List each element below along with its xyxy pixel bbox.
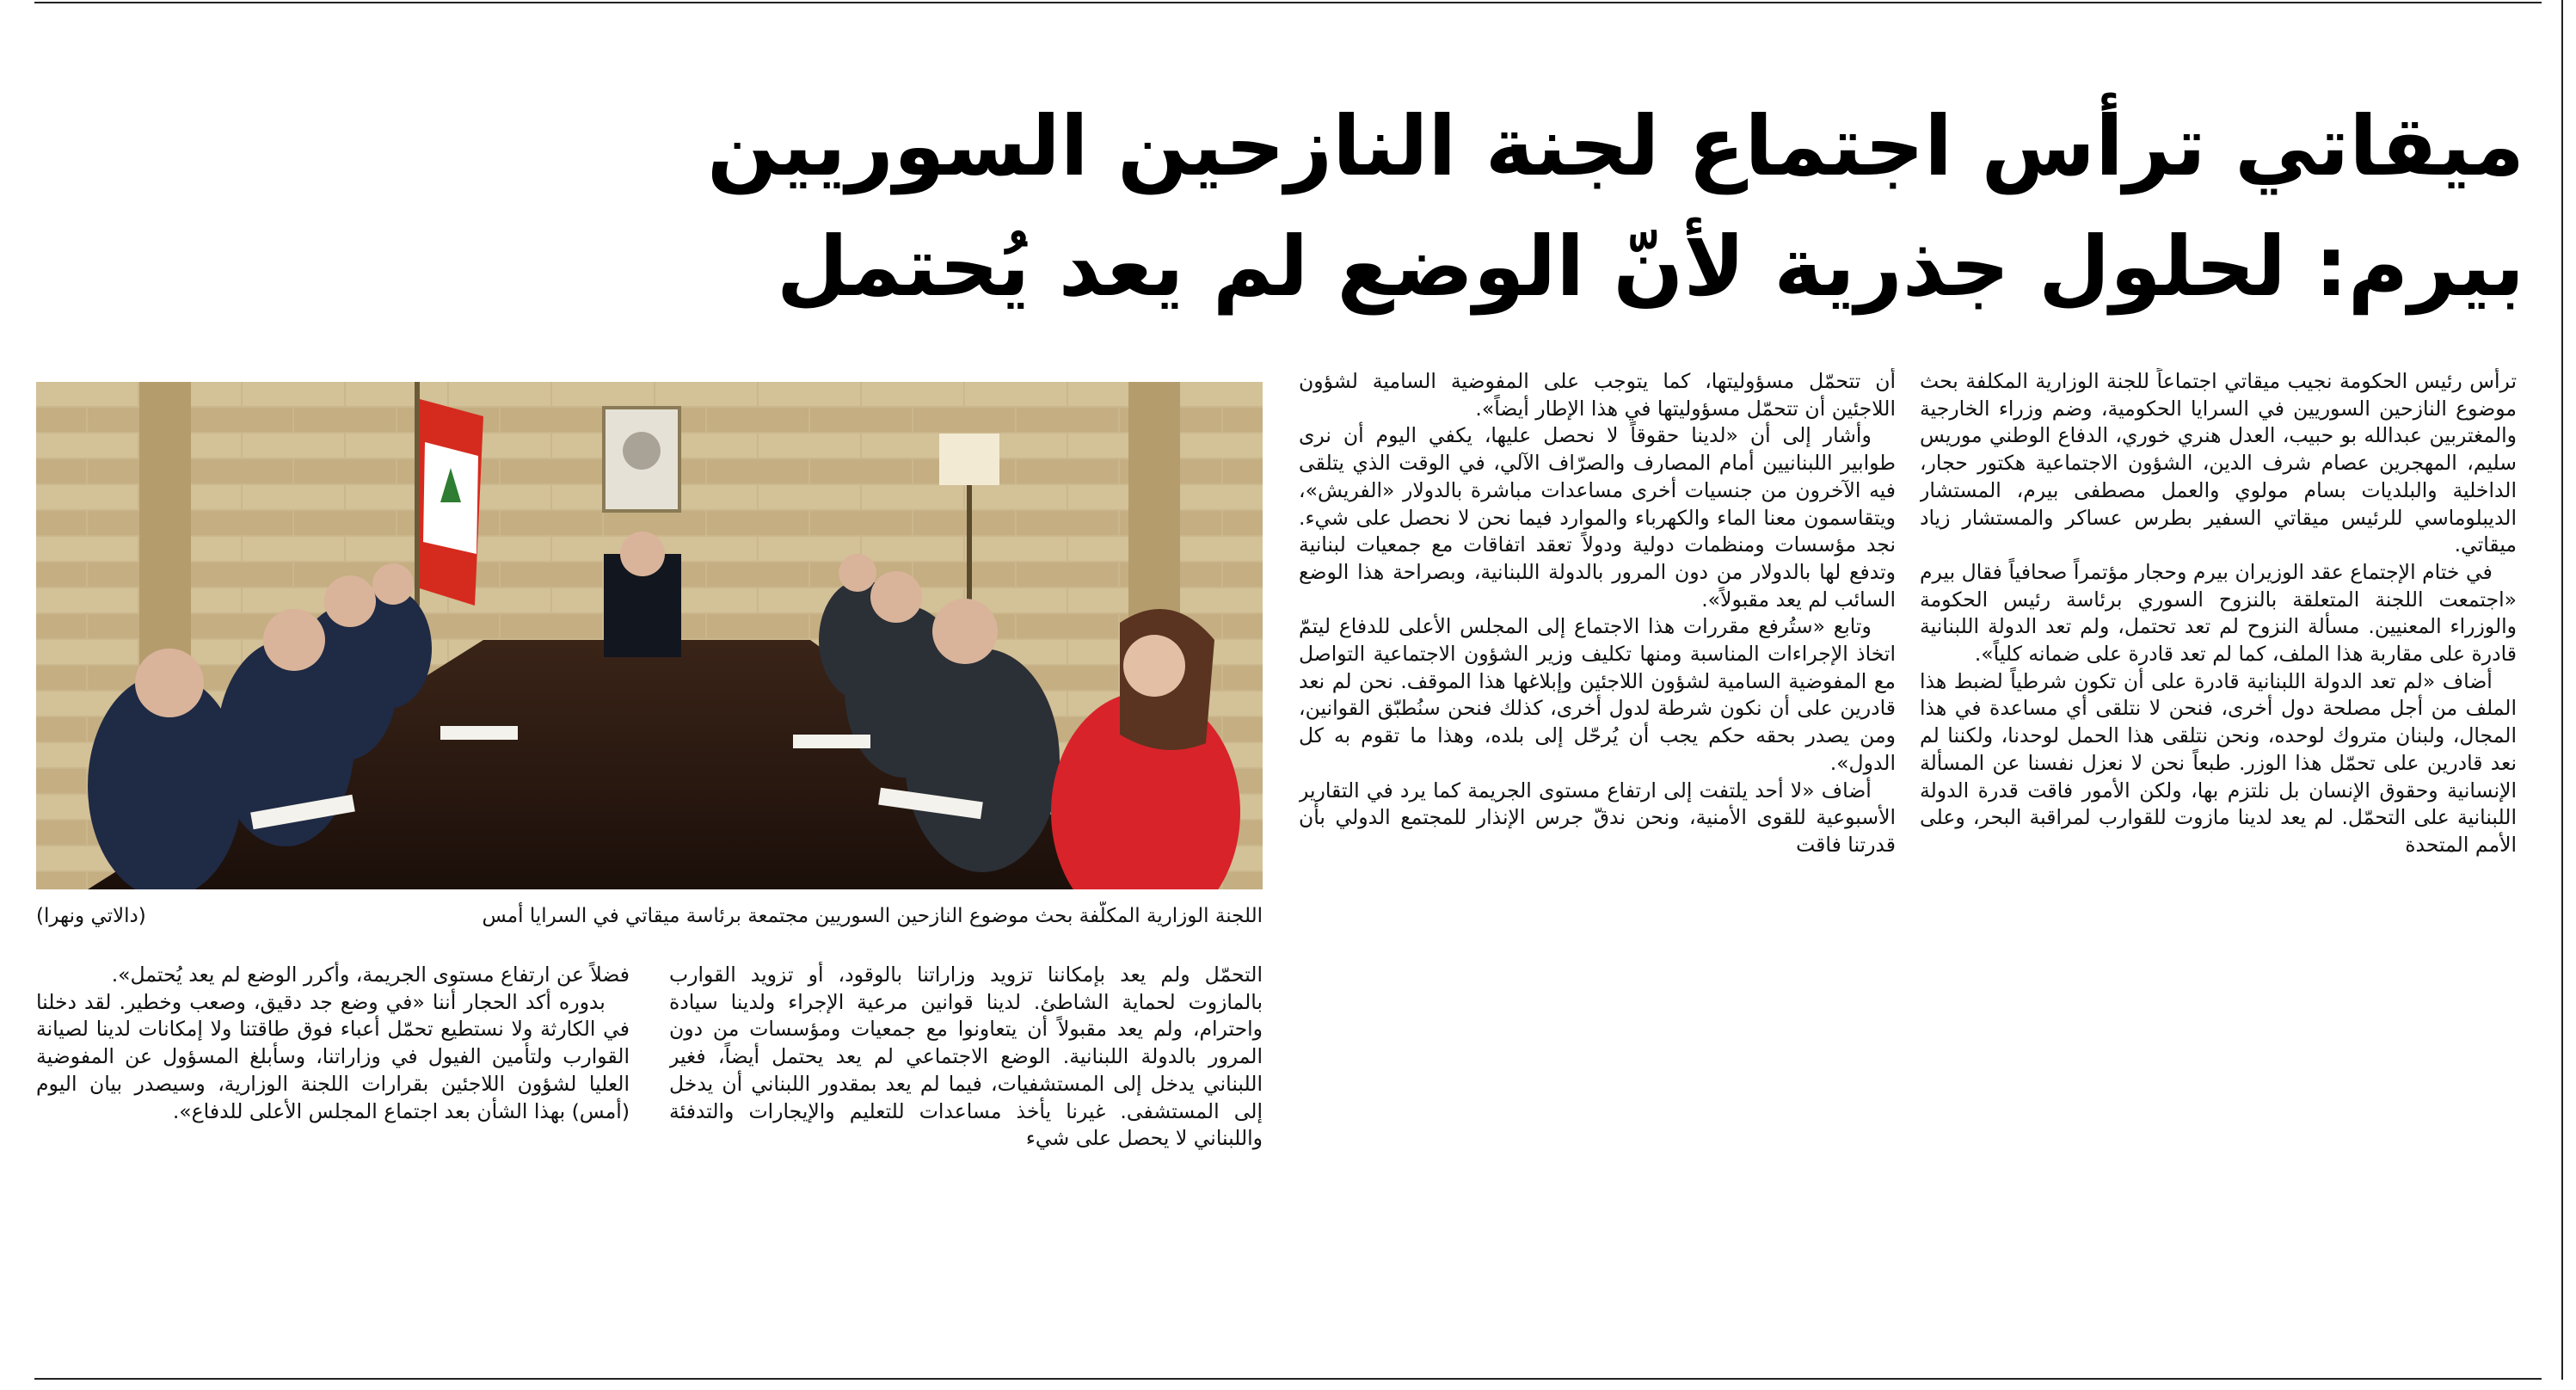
top-rule bbox=[34, 2, 2542, 3]
paragraph: ترأس رئيس الحكومة نجيب ميقاتي اجتماعاً للجنة الوزارية المكلفة بحث موضوع النازحين السوريين في السرايا الحكومية، وضم وزراء الخارجية والمغتربين عبدالله بو حبيب، العدل هنري خوري، الدفاع الوطني موريس سليم، المهجرين عصام شرف الدين، الشؤون الاجتماعية هكتور حجار، الداخلية والبلديات بسام مولوي والعمل مصطفى بيرم، المستشار الديبلوماسي للرئيس ميقاتي السفير بطرس عساكر والمستشار زياد ميقاتي. bbox=[1920, 369, 2517, 557]
paragraph: وأشار إلى أن «لدينا حقوقاً لا نحصل عليها، يكفي اليوم أن نرى طوابير اللبنانيين أمام المصارف والصرّاف الآلي، في الوقت الذي يتلقى فيه الآخرون من جنسيات أخرى مساعدات مباشرة بالدولار «الفريش»، ويتقاسمون معنا الماء والكهرباء والموارد فيما نحن لا نحصل على شيء. نجد مؤسسات ومنظمات دولية ودولاً تعقد اتفاقات مع جمعيات لبنانية وتدفع لها بالدولار من دون المرور بالدولة اللبنانية، وبصراحة هذا الوضع السائب لم يعد مقبولاً». bbox=[1299, 423, 1896, 612]
caption-text: اللجنة الوزارية المكلّفة بحث موضوع النازحين السوريين مجتمعة برئاسة ميقاتي في السرايا أمس bbox=[482, 905, 1263, 927]
photo-credit: (دالاتي ونهرا) bbox=[36, 905, 146, 927]
photo-caption bbox=[36, 901, 1263, 931]
meeting-photo bbox=[36, 382, 1263, 889]
paragraph: أضاف «لا أحد يلتفت إلى ارتفاع مستوى الجريمة كما يرد في التقارير الأسبوعية للقوى الأمنية، ونحن ندقّ جرس الإنذار للمجتمع الدولي بأن قدرتنا فاقت bbox=[1299, 778, 1896, 857]
article-column-2 bbox=[1299, 368, 1896, 1366]
headline-line-1: ميقاتي ترأس اجتماع لجنة النازحين السوريين bbox=[706, 98, 2524, 194]
paragraph: أن تتحمّل مسؤوليتها، كما يتوجب على المفوضية السامية لشؤون اللاجئين أن تتحمّل مسؤوليتها في هذا الإطار أيضاً». bbox=[1299, 369, 1896, 421]
right-border bbox=[2561, 0, 2563, 1380]
article-column-3 bbox=[669, 962, 1263, 1366]
paragraph: وتابع «ستُرفع مقررات هذا الاجتماع إلى المجلس الأعلى للدفاع ليتمّ اتخاذ الإجراءات المناسبة ومنها تكليف وزير الشؤون الاجتماعية التواصل مع المفوضية السامية لشؤون اللاجئين وإبلاغها هذا الموقف. نحن لم نعد قادرين على أن نكون شرطة لدول أخرى، كذلك فنحن سنُطبّق القوانين، ومن يصدر بحقه حكم يجب أن يُرحّل إلى بلده، وهذا ما تقوم به كل الدول». bbox=[1299, 614, 1896, 775]
paragraph: التحمّل ولم يعد بإمكاننا تزويد وزاراتنا بالوقود، أو تزويد القوارب بالمازوت لحماية الشاطئ. لدينا قوانين مرعية الإجراء ولدينا سيادة واحترام، ولم يعد مقبولاً أن يتعاونوا مع جمعيات ومؤسسات من دون المرور بالدولة اللبنانية. الوضع الاجتماعي لم يعد يحتمل أيضاً، فغير اللبناني يدخل إلى المستشفيات، فيما لم يعد بمقدور اللبناني أن يدخل إلى المستشفى. غيرنا يأخذ مساعدات للتعليم والإيجارات والتدفئة واللبناني لا يحصل على شيء bbox=[669, 963, 1263, 1151]
headline-line-2: بيرم: لحلول جذرية لأنّ الوضع لم يعد يُحتمل bbox=[776, 218, 2524, 315]
paragraph: أضاف «لم تعد الدولة اللبنانية قادرة على أن تكون شرطياً لضبط هذا الملف من أجل مصلحة دول أخرى، فنحن لا نتلقى أي مساعدة في هذا المجال، ولبنان متروك لوحده، ونحن نتلقى هذا الحمل لوحدنا، ولكننا لم نعد قادرين على تحمّل هذا الوزر. طبعاً نحن لا نعزل نفسنا عن المسألة الإنسانية وحقوق الإنسان بل نلتزم بها، ولكن الأمور فاقت قدرة الدولة اللبنانية على التحمّل. لم يعد لدينا مازوت للقوارب لمراقبة البحر، وعلى الأمم المتحدة bbox=[1920, 668, 2517, 857]
paragraph: بدوره أكد الحجار أننا «في وضع جد دقيق، وصعب وخطير. لقد دخلنا في الكارثة ولا نستطيع تحمّل أعباء فوق طاقتنا ولا إمكانات لدينا لصيانة القوارب ولتأمين الفيول في وزاراتنا، وسأبلغ المسؤول عن المفوضية العليا لشؤون اللاجئين بقرارات اللجنة الوزارية، وسيصدر بيان اليوم (أمس) بهذا الشأن بعد اجتماع المجلس الأعلى للدفاع». bbox=[36, 989, 630, 1123]
article-column-1 bbox=[1920, 368, 2517, 1366]
article-column-4 bbox=[36, 962, 630, 1366]
bottom-rule bbox=[34, 1378, 2542, 1380]
paragraph: فضلاً عن ارتفاع مستوى الجريمة، وأكرر الوضع لم يعد يُحتمل». bbox=[111, 963, 630, 987]
paragraph: في ختام الإجتماع عقد الوزيران بيرم وحجار مؤتمراً صحافياً فقال بيرم «اجتمعت اللجنة المتعلقة بالنزوح السوري برئاسة رئيس الحكومة والوزراء المعنيين. مسألة النزوح لم تعد تحتمل، ولم تعد الدولة اللبنانية قادرة على مقاربة هذا الملف، كما لم تعد قادرة على ضمانه كلياً». bbox=[1920, 559, 2517, 667]
